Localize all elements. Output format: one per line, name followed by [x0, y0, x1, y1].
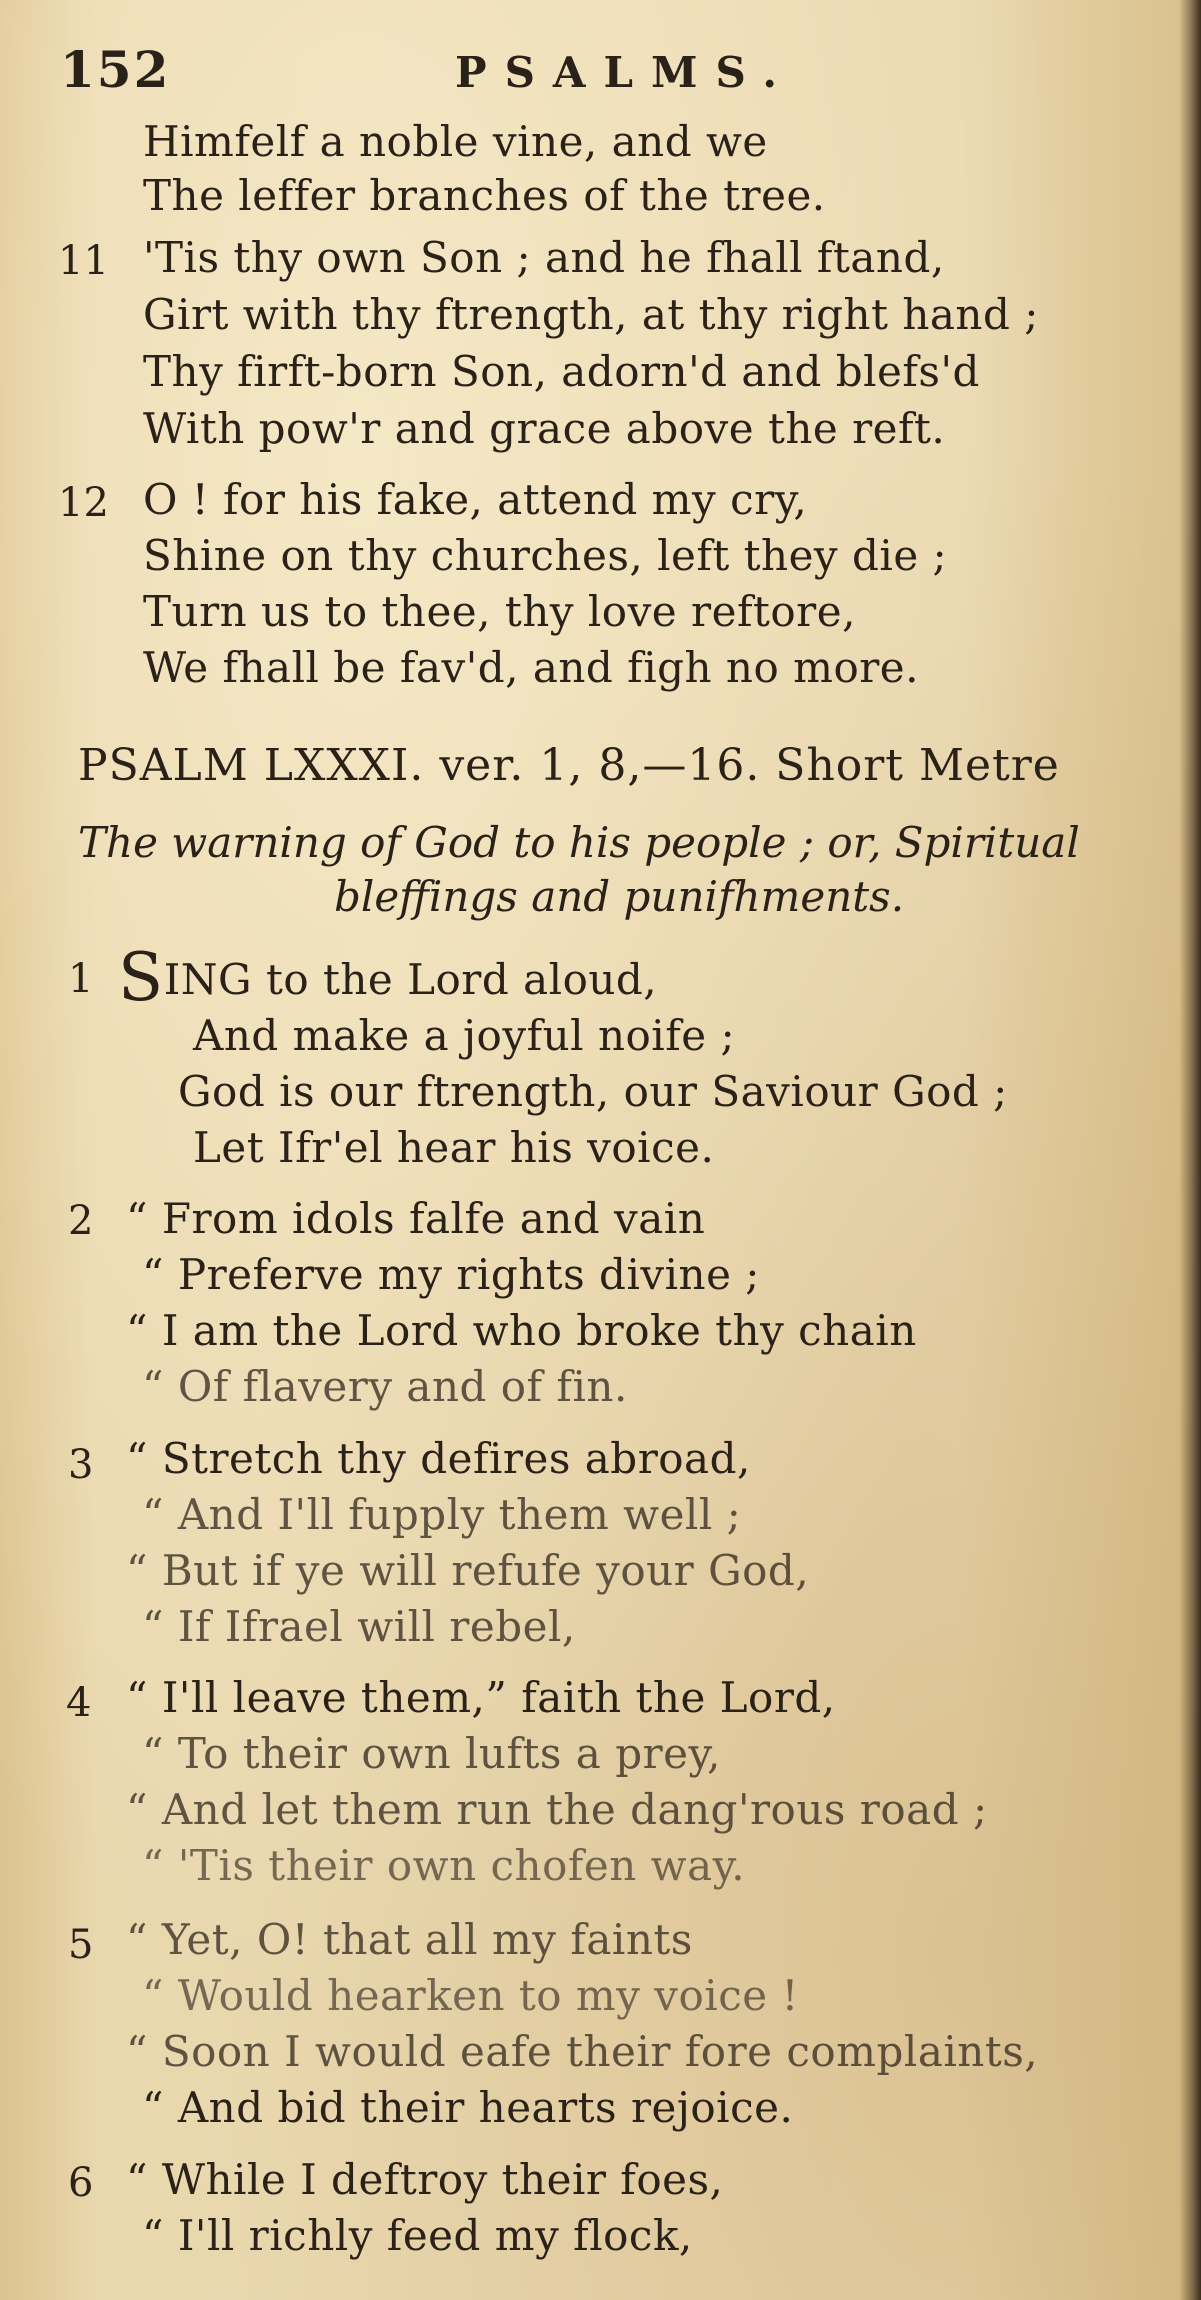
- stanza-number: 2: [68, 1198, 94, 1244]
- page-gutter-shadow: [1179, 0, 1201, 2300]
- psalm-subtitle: The warning of God to his people ; or, Spiritual: [78, 818, 1080, 867]
- stanza-line: “ If Ifrael will rebel,: [142, 1602, 576, 1651]
- verse-line: Himfelf a noble vine, and we: [143, 117, 768, 166]
- stanza-line: God is our ftrength, our Saviour God ;: [178, 1067, 1008, 1116]
- stanza-line: “ And I'll fupply them well ;: [142, 1490, 742, 1539]
- verse-line: O ! for his fake, attend my cry,: [143, 475, 808, 524]
- verse-line: Thy firft-born Son, adorn'd and blefs'd: [143, 347, 980, 396]
- stanza-line: “ 'Tis their own chofen way.: [142, 1841, 746, 1890]
- verse-number: 11: [58, 238, 109, 284]
- stanza-line: And make a joyful noife ;: [193, 1011, 736, 1060]
- stanza-line: “ From idols falfe and vain: [126, 1194, 706, 1243]
- psalm-subtitle: bleffings and punifhments.: [334, 872, 905, 921]
- stanza-line: “ Preferve my rights divine ;: [142, 1250, 760, 1299]
- stanza-line: Let Ifr'el hear his voice.: [193, 1123, 715, 1172]
- verse-line: 'Tis thy own Son ; and he fhall ftand,: [143, 233, 945, 282]
- stanza-line: “ And bid their hearts rejoice.: [142, 2083, 794, 2132]
- stanza-line: “ While I deftroy their foes,: [126, 2155, 724, 2204]
- stanza-line: “ Of flavery and of fin.: [142, 1362, 628, 1411]
- stanza-line: “ Soon I would eafe their fore complaints,: [126, 2027, 1039, 2076]
- stanza-number: 4: [66, 1680, 92, 1726]
- stanza-first-line: SING to the Lord aloud,: [118, 939, 658, 1016]
- verse-line: With pow'r and grace above the reft.: [143, 404, 946, 453]
- stanza-line: “ I'll richly feed my flock,: [142, 2211, 693, 2260]
- stanza-number: 6: [68, 2160, 94, 2206]
- stanza-number: 5: [68, 1922, 94, 1968]
- running-head: PSALMS.: [455, 48, 795, 97]
- verse-line: Girt with thy ftrength, at thy right hand ;: [143, 290, 1039, 339]
- stanza-line: “ And let them run the dang'rous road ;: [126, 1785, 988, 1834]
- stanza-line: “ But if ye will refufe your God,: [126, 1546, 810, 1595]
- stanza-number: 1: [68, 956, 94, 1002]
- stanza-line: “ Yet, O! that all my faints: [126, 1915, 693, 1964]
- verse-line: The leffer branches of the tree.: [143, 171, 826, 220]
- verse-line: Turn us to thee, thy love reftore,: [143, 587, 856, 636]
- page-header: [60, 40, 1141, 100]
- stanza-number: 3: [68, 1442, 94, 1488]
- stanza-line: “ I'll leave them,” faith the Lord,: [126, 1673, 836, 1722]
- verse-number: 12: [58, 480, 109, 526]
- stanza-line: “ I am the Lord who broke thy chain: [126, 1306, 917, 1355]
- psalm-title: PSALM LXXXI. ver. 1, 8,—16. Short Metre: [78, 740, 1060, 791]
- stanza-line: “ Would hearken to my voice !: [142, 1971, 799, 2020]
- stanza-line: “ To their own lufts a prey,: [142, 1729, 722, 1778]
- verse-line: We fhall be fav'd, and figh no more.: [143, 643, 920, 692]
- stanza-line: “ Stretch thy defires abroad,: [126, 1434, 751, 1483]
- verse-line: Shine on thy churches, left they die ;: [143, 531, 948, 580]
- drop-cap: S: [118, 939, 164, 1016]
- page-number: 152: [60, 40, 171, 99]
